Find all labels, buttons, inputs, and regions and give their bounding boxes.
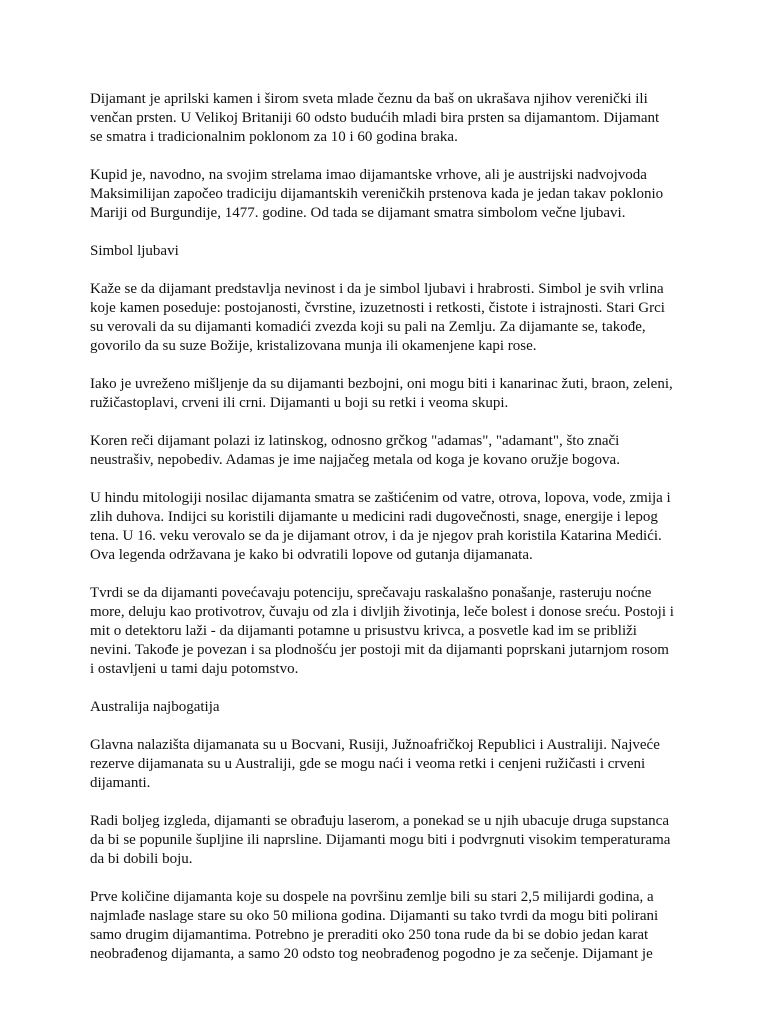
text-line: U hindu mitologiji nosilac dijamanta smatra se zaštićenim od vatre, otrova, lopova, vode, zmija i [90,490,671,506]
section-heading-australija-najbogatija: Australija najbogatija [90,699,220,715]
paragraph-section2-1 [90,736,690,793]
text-line: Maksimilijan započeo tradiciju dijamantskih vereničkih prstenova kada je jedan takav poklonio [90,186,664,202]
text-line: mit o detektoru laži - da dijamanti potamne u prisustvu krivca, a posvetle kad im se približi [90,623,637,639]
paragraph-section2-2 [90,812,690,869]
text-line: se smatra i tradicionalnim poklonom za 10 i 60 godina braka. [90,129,458,145]
paragraph-intro-2 [90,166,690,223]
text-line: neobrađenog dijamanta, a samo 20 odsto tog neobrađenog pogodno je za sečenje. Dijamant je [90,946,653,962]
text-line: nevini. Takođe je povezan i sa plodnošću jer postoji mit da dijamanti poprskani jutarnjom rosom [90,642,669,658]
text-line: koje kamen poseduje: postojanosti, čvrstine, izuzetnosti i retkosti, čistote i istrajnosti. Stari Grci [90,300,665,316]
paragraph-intro-1 [90,90,690,147]
text-line: Tvrdi se da dijamanti povećavaju potenciju, sprečavaju raskalašno ponašanje, rasteruju noćne [90,585,652,601]
text-line: i ostavljeni u tami daju potomstvo. [90,661,299,677]
text-line: Glavna nalazišta dijamanata su u Bocvani, Rusiji, Južnoafričkoj Republici i Australiji. Najveće [90,737,660,753]
text-line: rezerve dijamanata su u Australiji, gde se mogu naći i veoma retki i cenjeni ružičasti i crveni [90,756,646,772]
text-line: najmlađe naslage stare su oko 50 miliona godina. Dijamanti su tako tvrdi da mogu biti polirani [90,908,659,924]
text-line: tena. U 16. veku verovalo se da je dijamant otrov, i da je njegov prah koristila Katarina Medići. [90,528,662,544]
text-line: Kupid je, navodno, na svojim strelama imao dijamantske vrhove, ali je austrijski nadvojvoda [90,167,647,183]
document-page [90,90,690,983]
text-line: govorilo da su suze Božije, kristalizovana munja ili okamenjene kapi rose. [90,338,537,354]
text-line: Koren reči dijamant polazi iz latinskog, odnosno grčkog "adamas", "adamant", što znači [90,433,620,449]
paragraph-section1-4 [90,489,690,565]
paragraph-section1-3 [90,432,690,470]
text-line: ružičastoplavi, crveni ili crni. Dijamanti u boji su retki i veoma skupi. [90,395,509,411]
text-line: Prve količine dijamanta koje su dospele na površinu zemlje bili su stari 2,5 milijardi godina, a [90,889,654,905]
paragraph-section2-3 [90,888,690,964]
text-line: Dijamant je aprilski kamen i širom sveta mlade čeznu da baš on ukrašava njihov verenički ili [90,91,648,107]
text-line: venčan prsten. U Velikoj Britaniji 60 odsto budućih mladi bira prsten sa dijamantom. Dijamant [90,110,660,126]
paragraph-section1-2 [90,375,690,413]
text-line: Radi boljeg izgleda, dijamanti se obrađuju laserom, a ponekad se u njih ubacuje druga supstanca [90,813,669,829]
text-line: Mariji od Burgundije, 1477. godine. Od tada se dijamant smatra simbolom večne ljubavi. [90,205,626,221]
text-line: neustrašiv, nepobediv. Adamas je ime najjačeg metala od koga je kovano oružje bogova. [90,452,620,468]
paragraph-section1-5 [90,584,690,679]
text-line: da bi se popunile šupljine ili naprsline. Dijamanti mogu biti i podvrgnuti visokim temperaturama [90,832,671,848]
text-line: dijamanti. [90,775,151,791]
section-heading-simbol-ljubavi: Simbol ljubavi [90,243,179,259]
text-line: Kaže se da dijamant predstavlja nevinost i da je simbol ljubavi i hrabrosti. Simbol je svih vrlina [90,281,664,297]
text-line: samo drugim dijamantima. Potrebno je preraditi oko 250 tona rude da bi se dobio jedan karat [90,927,649,943]
paragraph-section1-1 [90,280,690,356]
text-line: Iako je uvreženo mišljenje da su dijamanti bezbojni, oni mogu biti i kanarinac žuti, braon, zeleni, [90,376,673,392]
text-line: Ova legenda održavana je kako bi odvratili lopove od gutanja dijamanata. [90,547,533,563]
text-line: su verovali da su dijamanti komadići zvezda koji su pali na Zemlju. Za dijamante se, takođe, [90,319,646,335]
text-line: zlih duhova. Indijci su koristili dijamante u medicini radi dugovečnosti, snage, energije i lepog [90,509,658,525]
text-line: more, deluju kao protivotrov, čuvaju od zla i divljih životinja, leče bolest i donose sreću. Postoji i [90,604,674,620]
text-line: da bi dobili boju. [90,851,193,867]
